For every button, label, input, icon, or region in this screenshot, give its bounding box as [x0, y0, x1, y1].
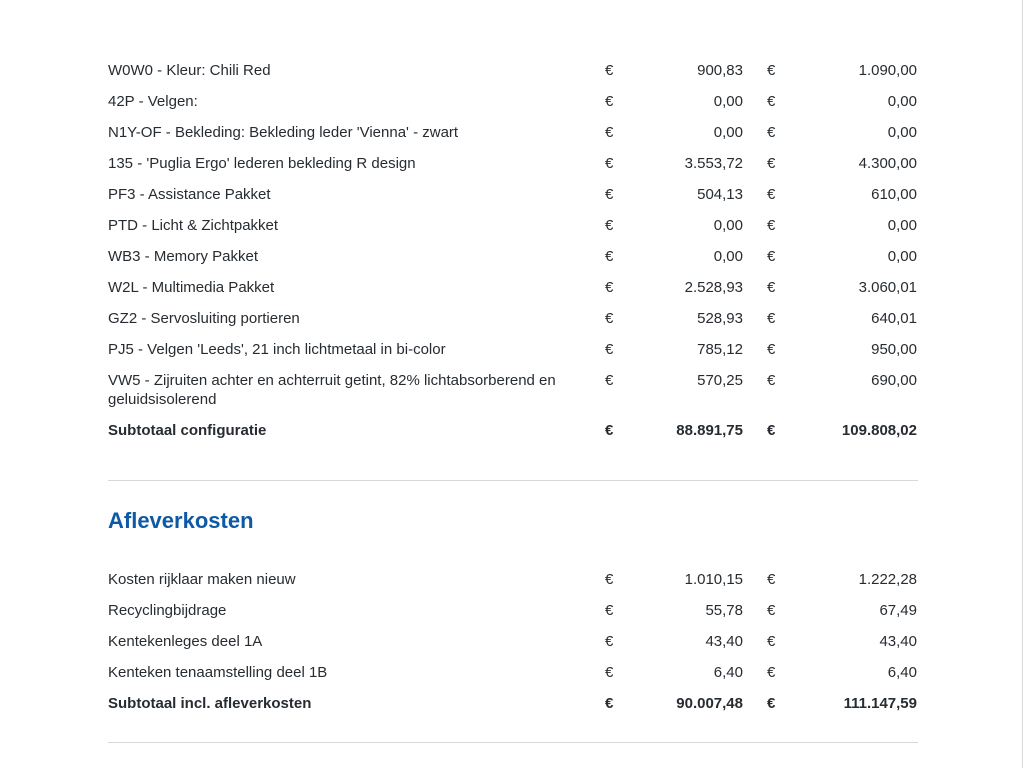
amount-excl: 528,93 [697, 310, 743, 327]
currency-symbol: € [767, 217, 776, 234]
table-row [108, 55, 918, 86]
table-row [108, 564, 918, 595]
table-row [108, 595, 918, 626]
currency-symbol: € [605, 279, 614, 296]
amount-cell-incl [767, 632, 917, 651]
amount-cell-incl [767, 663, 917, 682]
amount-excl: 900,83 [697, 62, 743, 79]
amount-excl: 1.010,15 [684, 571, 743, 588]
item-label: 42P - Velgen: [108, 93, 198, 110]
currency-symbol: € [605, 422, 614, 439]
amount-incl: 640,01 [871, 310, 917, 327]
amount-incl: 67,49 [879, 602, 917, 619]
item-label: Kosten rijklaar maken nieuw [108, 571, 296, 588]
amount-cell-incl [767, 216, 917, 235]
currency-symbol: € [767, 372, 776, 389]
currency-symbol: € [767, 155, 776, 172]
table-row [108, 148, 918, 179]
amount-cell-excl [605, 371, 743, 390]
amount-excl: 504,13 [697, 186, 743, 203]
amount-incl: 690,00 [871, 372, 917, 389]
bottom-divider [108, 742, 918, 743]
currency-symbol: € [605, 186, 614, 203]
amount-excl: 55,78 [705, 602, 743, 619]
currency-symbol: € [767, 124, 776, 141]
amount-cell-excl [605, 216, 743, 235]
currency-symbol: € [605, 372, 614, 389]
item-label: Kenteken tenaamstelling deel 1B [108, 664, 328, 681]
amount-cell-excl [605, 92, 743, 111]
item-label: PF3 - Assistance Pakket [108, 186, 271, 203]
amount-incl: 111.147,59 [843, 695, 917, 712]
amount-cell-excl [605, 601, 743, 620]
amount-incl: 109.808,02 [841, 422, 917, 439]
table-row [108, 210, 918, 241]
amount-cell-incl [767, 92, 917, 111]
amount-incl: 43,40 [879, 633, 917, 650]
currency-symbol: € [605, 93, 614, 110]
amount-excl: 3.553,72 [684, 155, 743, 172]
section-divider [108, 480, 918, 481]
currency-symbol: € [767, 664, 776, 681]
item-label: GZ2 - Servosluiting portieren [108, 310, 300, 327]
configuration-section [108, 55, 918, 446]
currency-symbol: € [605, 124, 614, 141]
item-label: W0W0 - Kleur: Chili Red [108, 62, 271, 79]
item-label: PTD - Licht & Zichtpakket [108, 217, 279, 234]
table-row [108, 334, 918, 365]
item-label: W2L - Multimedia Pakket [108, 279, 275, 296]
amount-incl: 610,00 [871, 186, 917, 203]
currency-symbol: € [767, 571, 776, 588]
page-right-border [1022, 0, 1023, 768]
amount-cell-incl [767, 694, 917, 713]
amount-excl: 88.891,75 [676, 422, 743, 439]
amount-incl: 3.060,01 [858, 279, 917, 296]
currency-symbol: € [767, 633, 776, 650]
delivery-subtotal-row [108, 688, 918, 719]
currency-symbol: € [767, 248, 776, 265]
amount-incl: 4.300,00 [858, 155, 917, 172]
table-row [108, 626, 918, 657]
item-label: Kentekenleges deel 1A [108, 633, 263, 650]
currency-symbol: € [605, 310, 614, 327]
amount-incl: 0,00 [887, 217, 917, 234]
amount-excl: 785,12 [697, 341, 743, 358]
amount-excl: 43,40 [705, 633, 743, 650]
amount-cell-excl [605, 632, 743, 651]
amount-excl: 0,00 [713, 93, 743, 110]
amount-incl: 950,00 [871, 341, 917, 358]
currency-symbol: € [767, 695, 776, 712]
currency-symbol: € [605, 341, 614, 358]
amount-cell-excl [605, 123, 743, 142]
amount-incl: 1.090,00 [858, 62, 917, 79]
amount-cell-excl [605, 185, 743, 204]
amount-cell-excl [605, 663, 743, 682]
amount-cell-incl [767, 570, 917, 589]
amount-incl: 0,00 [887, 248, 917, 265]
item-label: 135 - 'Puglia Ergo' lederen bekleding R design [108, 155, 416, 172]
amount-excl: 6,40 [713, 664, 743, 681]
amount-cell-incl [767, 309, 917, 328]
configuration-rows [108, 55, 918, 415]
amount-excl: 570,25 [697, 372, 743, 389]
subtotal-label: Subtotaal incl. afleverkosten [108, 695, 312, 712]
amount-cell-incl [767, 601, 917, 620]
item-label: N1Y-OF - Bekleding: Bekleding leder 'Vienna' - zwart [108, 124, 459, 141]
currency-symbol: € [605, 62, 614, 79]
currency-symbol: € [767, 93, 776, 110]
table-row [108, 272, 918, 303]
delivery-section-heading: Afleverkosten [108, 508, 254, 533]
currency-symbol: € [767, 62, 776, 79]
price-document [108, 0, 918, 743]
table-row [108, 179, 918, 210]
item-label: PJ5 - Velgen 'Leeds', 21 inch lichtmetaal in bi-color [108, 341, 446, 358]
amount-cell-excl [605, 278, 743, 297]
amount-cell-incl [767, 421, 917, 440]
amount-excl: 2.528,93 [684, 279, 743, 296]
currency-symbol: € [605, 602, 614, 619]
amount-excl: 90.007,48 [676, 695, 743, 712]
amount-cell-incl [767, 340, 917, 359]
amount-cell-incl [767, 185, 917, 204]
amount-cell-incl [767, 371, 917, 390]
item-label: Recyclingbijdrage [108, 602, 227, 619]
amount-incl: 6,40 [887, 664, 917, 681]
amount-cell-excl [605, 61, 743, 80]
amount-cell-incl [767, 61, 917, 80]
table-row [108, 365, 918, 415]
currency-symbol: € [605, 155, 614, 172]
amount-excl: 0,00 [713, 248, 743, 265]
amount-cell-excl [605, 570, 743, 589]
amount-incl: 1.222,28 [858, 571, 917, 588]
subtotal-label: Subtotaal configuratie [108, 422, 267, 439]
currency-symbol: € [767, 186, 776, 203]
currency-symbol: € [605, 248, 614, 265]
amount-cell-excl [605, 309, 743, 328]
amount-cell-excl [605, 340, 743, 359]
table-row [108, 117, 918, 148]
configuration-subtotal-row [108, 415, 918, 446]
table-row [108, 86, 918, 117]
item-label: VW5 - Zijruiten achter en achterruit getint, 82% lichtabsorberend en geluidsisolerend [108, 372, 556, 408]
currency-symbol: € [605, 664, 614, 681]
amount-incl: 0,00 [887, 93, 917, 110]
currency-symbol: € [605, 571, 614, 588]
amount-cell-excl [605, 154, 743, 173]
currency-symbol: € [767, 422, 776, 439]
currency-symbol: € [605, 217, 614, 234]
table-row [108, 241, 918, 272]
table-row [108, 657, 918, 688]
delivery-rows [108, 564, 918, 688]
currency-symbol: € [767, 310, 776, 327]
table-row [108, 303, 918, 334]
amount-excl: 0,00 [713, 124, 743, 141]
currency-symbol: € [605, 633, 614, 650]
amount-cell-excl [605, 694, 743, 713]
amount-excl: 0,00 [713, 217, 743, 234]
amount-cell-incl [767, 278, 917, 297]
amount-cell-excl [605, 247, 743, 266]
amount-incl: 0,00 [887, 124, 917, 141]
amount-cell-incl [767, 123, 917, 142]
delivery-section [108, 564, 918, 719]
amount-cell-excl [605, 421, 743, 440]
currency-symbol: € [605, 695, 614, 712]
currency-symbol: € [767, 279, 776, 296]
item-label: WB3 - Memory Pakket [108, 248, 259, 265]
currency-symbol: € [767, 602, 776, 619]
amount-cell-incl [767, 154, 917, 173]
currency-symbol: € [767, 341, 776, 358]
amount-cell-incl [767, 247, 917, 266]
